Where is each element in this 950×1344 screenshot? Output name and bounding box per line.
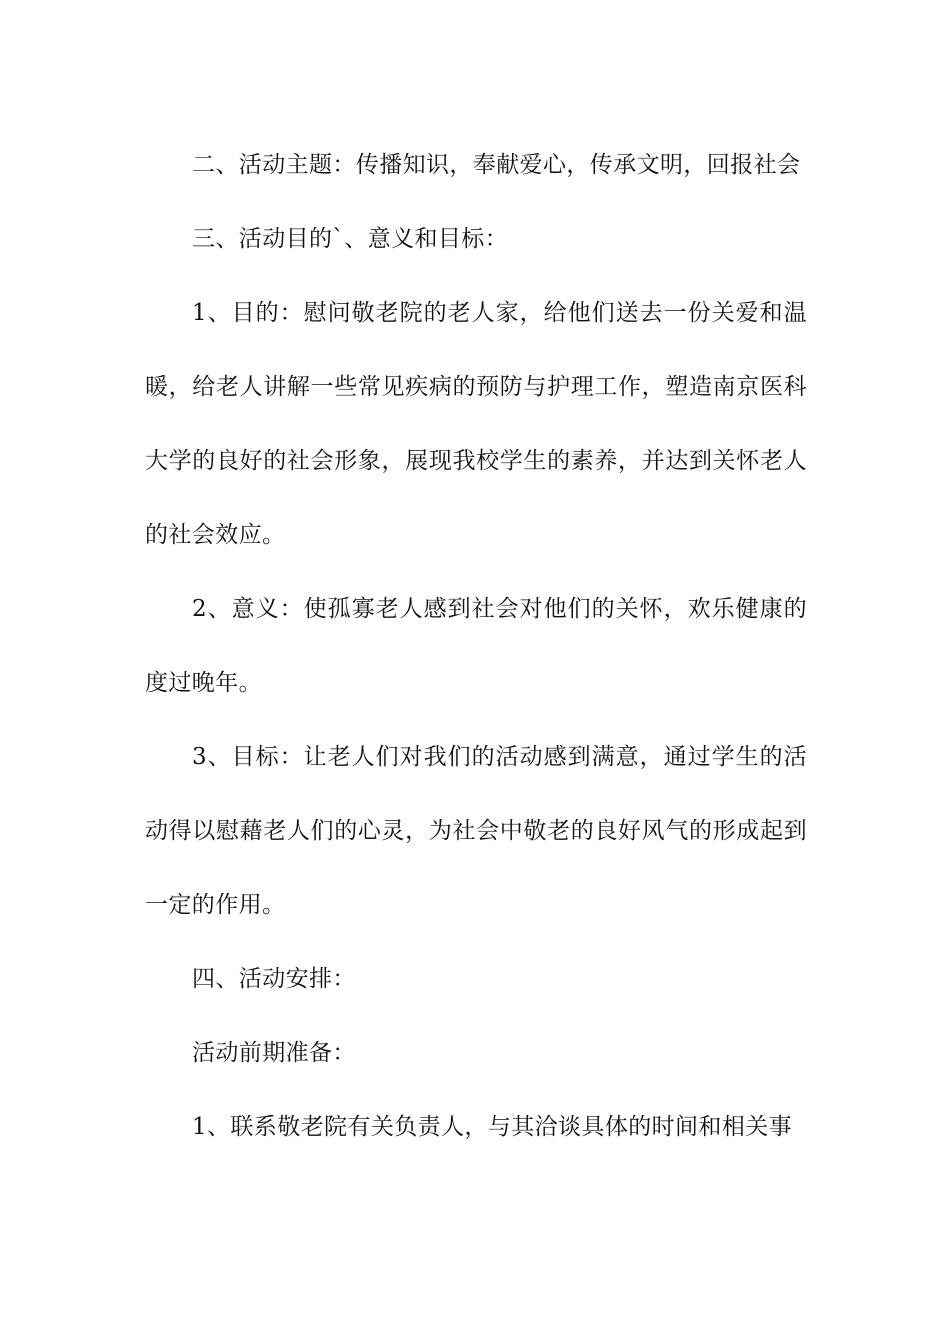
paragraph-significance: 2、意义：使孤寡老人感到社会对他们的关怀，欢乐健康的度过晚年。: [145, 596, 807, 696]
paragraph-target: 3、目标：让老人们对我们的活动感到满意，通过学生的活动得以慰藉老人们的心灵，为社会中敬老的良好风气的形成起到一定的作用。: [145, 744, 807, 918]
paragraph-purpose: 1、目的：慰问敬老院的老人家，给他们送去一份关爱和温暖，给老人讲解一些常见疾病的预防与护理工作，塑造南京医科大学的良好的社会形象，展现我校学生的素养，并达到关怀老人的社会效应。: [145, 300, 807, 548]
document-body: [145, 128, 807, 1164]
section-heading-goals: 三、活动目的`、意义和目标：: [192, 226, 509, 252]
section-heading-theme: 二、活动主题：传播知识，奉献爱心，传承文明，回报社会: [192, 152, 801, 178]
paragraph-contact: 1、联系敬老院有关负责人，与其洽谈具体的时间和相关事: [192, 1114, 793, 1140]
section-heading-arrangement: 四、活动安排：: [192, 966, 356, 992]
subheading-preparation: 活动前期准备：: [192, 1040, 356, 1066]
